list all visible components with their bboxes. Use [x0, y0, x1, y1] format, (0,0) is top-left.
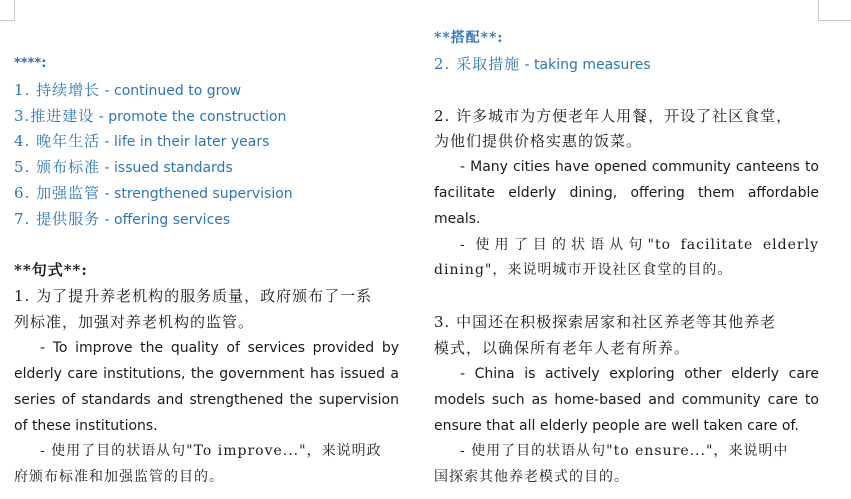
vocab-item	[14, 183, 293, 204]
sentence-cn-line: 列标准，加强对养老机构的监管。	[14, 313, 255, 331]
vocab-item	[14, 106, 286, 127]
collocation-item-en: - taking measures	[520, 57, 651, 73]
vocab-item-cn: 4. 晚年生活	[14, 132, 101, 150]
sentence-en-line: - Many cities have opened community canteens to	[460, 159, 819, 175]
grammar-note-line: dining"，来说明城市开设社区食堂的目的。	[434, 262, 733, 278]
sentence-cn-line: 1. 为了提升养老机构的服务质量，政府颁布了一系	[14, 287, 373, 305]
collocation-heading: **搭配**:	[434, 30, 504, 46]
grammar-note-line: - 使用了目的状语从句"To improve..."，来说明政	[40, 443, 382, 459]
sentence-en-line: meals.	[434, 211, 481, 227]
sentence-cn-line: 为他们提供价格实惠的饭菜。	[434, 132, 643, 150]
vocab-item-en: - offering services	[100, 212, 231, 228]
vocab-heading: ****:	[14, 56, 47, 71]
vocab-item-cn: 6. 加强监管	[14, 184, 101, 202]
sentence-cn-line: 3. 中国还在积极探索居家和社区养老等其他养老	[434, 313, 777, 331]
vocab-item	[14, 80, 241, 101]
vocab-item-en: - promote the construction	[94, 109, 287, 125]
vocab-item-cn: 5. 颁布标准	[14, 158, 101, 176]
vocab-item-cn: 7. 提供服务	[14, 210, 101, 228]
grammar-note-line: 国探索其他养老模式的目的。	[434, 469, 629, 485]
grammar-note-line: - 使用了目的状语从句"to ensure..."，来说明中	[460, 443, 789, 459]
sentence-en-line: ensure that all elderly people are well taken care of.	[434, 418, 799, 434]
grammar-note-line: 府颁布标准和加强监管的目的。	[14, 469, 224, 485]
sentence-en-line: models such as home-based and community care to	[434, 392, 819, 408]
sentence-heading: **句式**:	[14, 261, 88, 279]
grammar-note-line: - 使用了目的状语从句"to facilitate elderly	[460, 237, 819, 253]
collocation-item	[434, 54, 651, 75]
vocab-item-en: - continued to grow	[100, 83, 242, 99]
vocab-item-cn: 3.推进建设	[14, 107, 95, 125]
sentence-en-line: series of standards and strengthened the supervision	[14, 392, 399, 408]
vocab-item-en: - strengthened supervision	[100, 186, 293, 202]
vocab-item	[14, 157, 233, 178]
vocab-item	[14, 209, 230, 230]
sentence-cn-line: 模式，以确保所有老年人老有所养。	[434, 339, 691, 357]
sentence-en-line: of these institutions.	[14, 418, 158, 434]
vocab-item-en: - issued standards	[100, 160, 233, 176]
sentence-en-line: elderly care institutions, the government has issued a	[14, 366, 399, 382]
page-margin-mark-left	[0, 0, 15, 21]
vocab-item	[14, 131, 269, 152]
sentence-en-line: - To improve the quality of services provided by	[40, 340, 399, 356]
page-margin-mark-right	[818, 0, 851, 21]
vocab-item-cn: 1. 持续增长	[14, 81, 101, 99]
collocation-item-cn: 2. 采取措施	[434, 55, 521, 73]
sentence-en-line: - China is actively exploring other elderly care	[460, 366, 819, 382]
vocab-item-en: - life in their later years	[100, 134, 270, 150]
sentence-cn-line: 2. 许多城市为方便老年人用餐，开设了社区食堂，	[434, 107, 793, 125]
sentence-en-line: facilitate elderly dining, offering them affordable	[434, 185, 819, 201]
